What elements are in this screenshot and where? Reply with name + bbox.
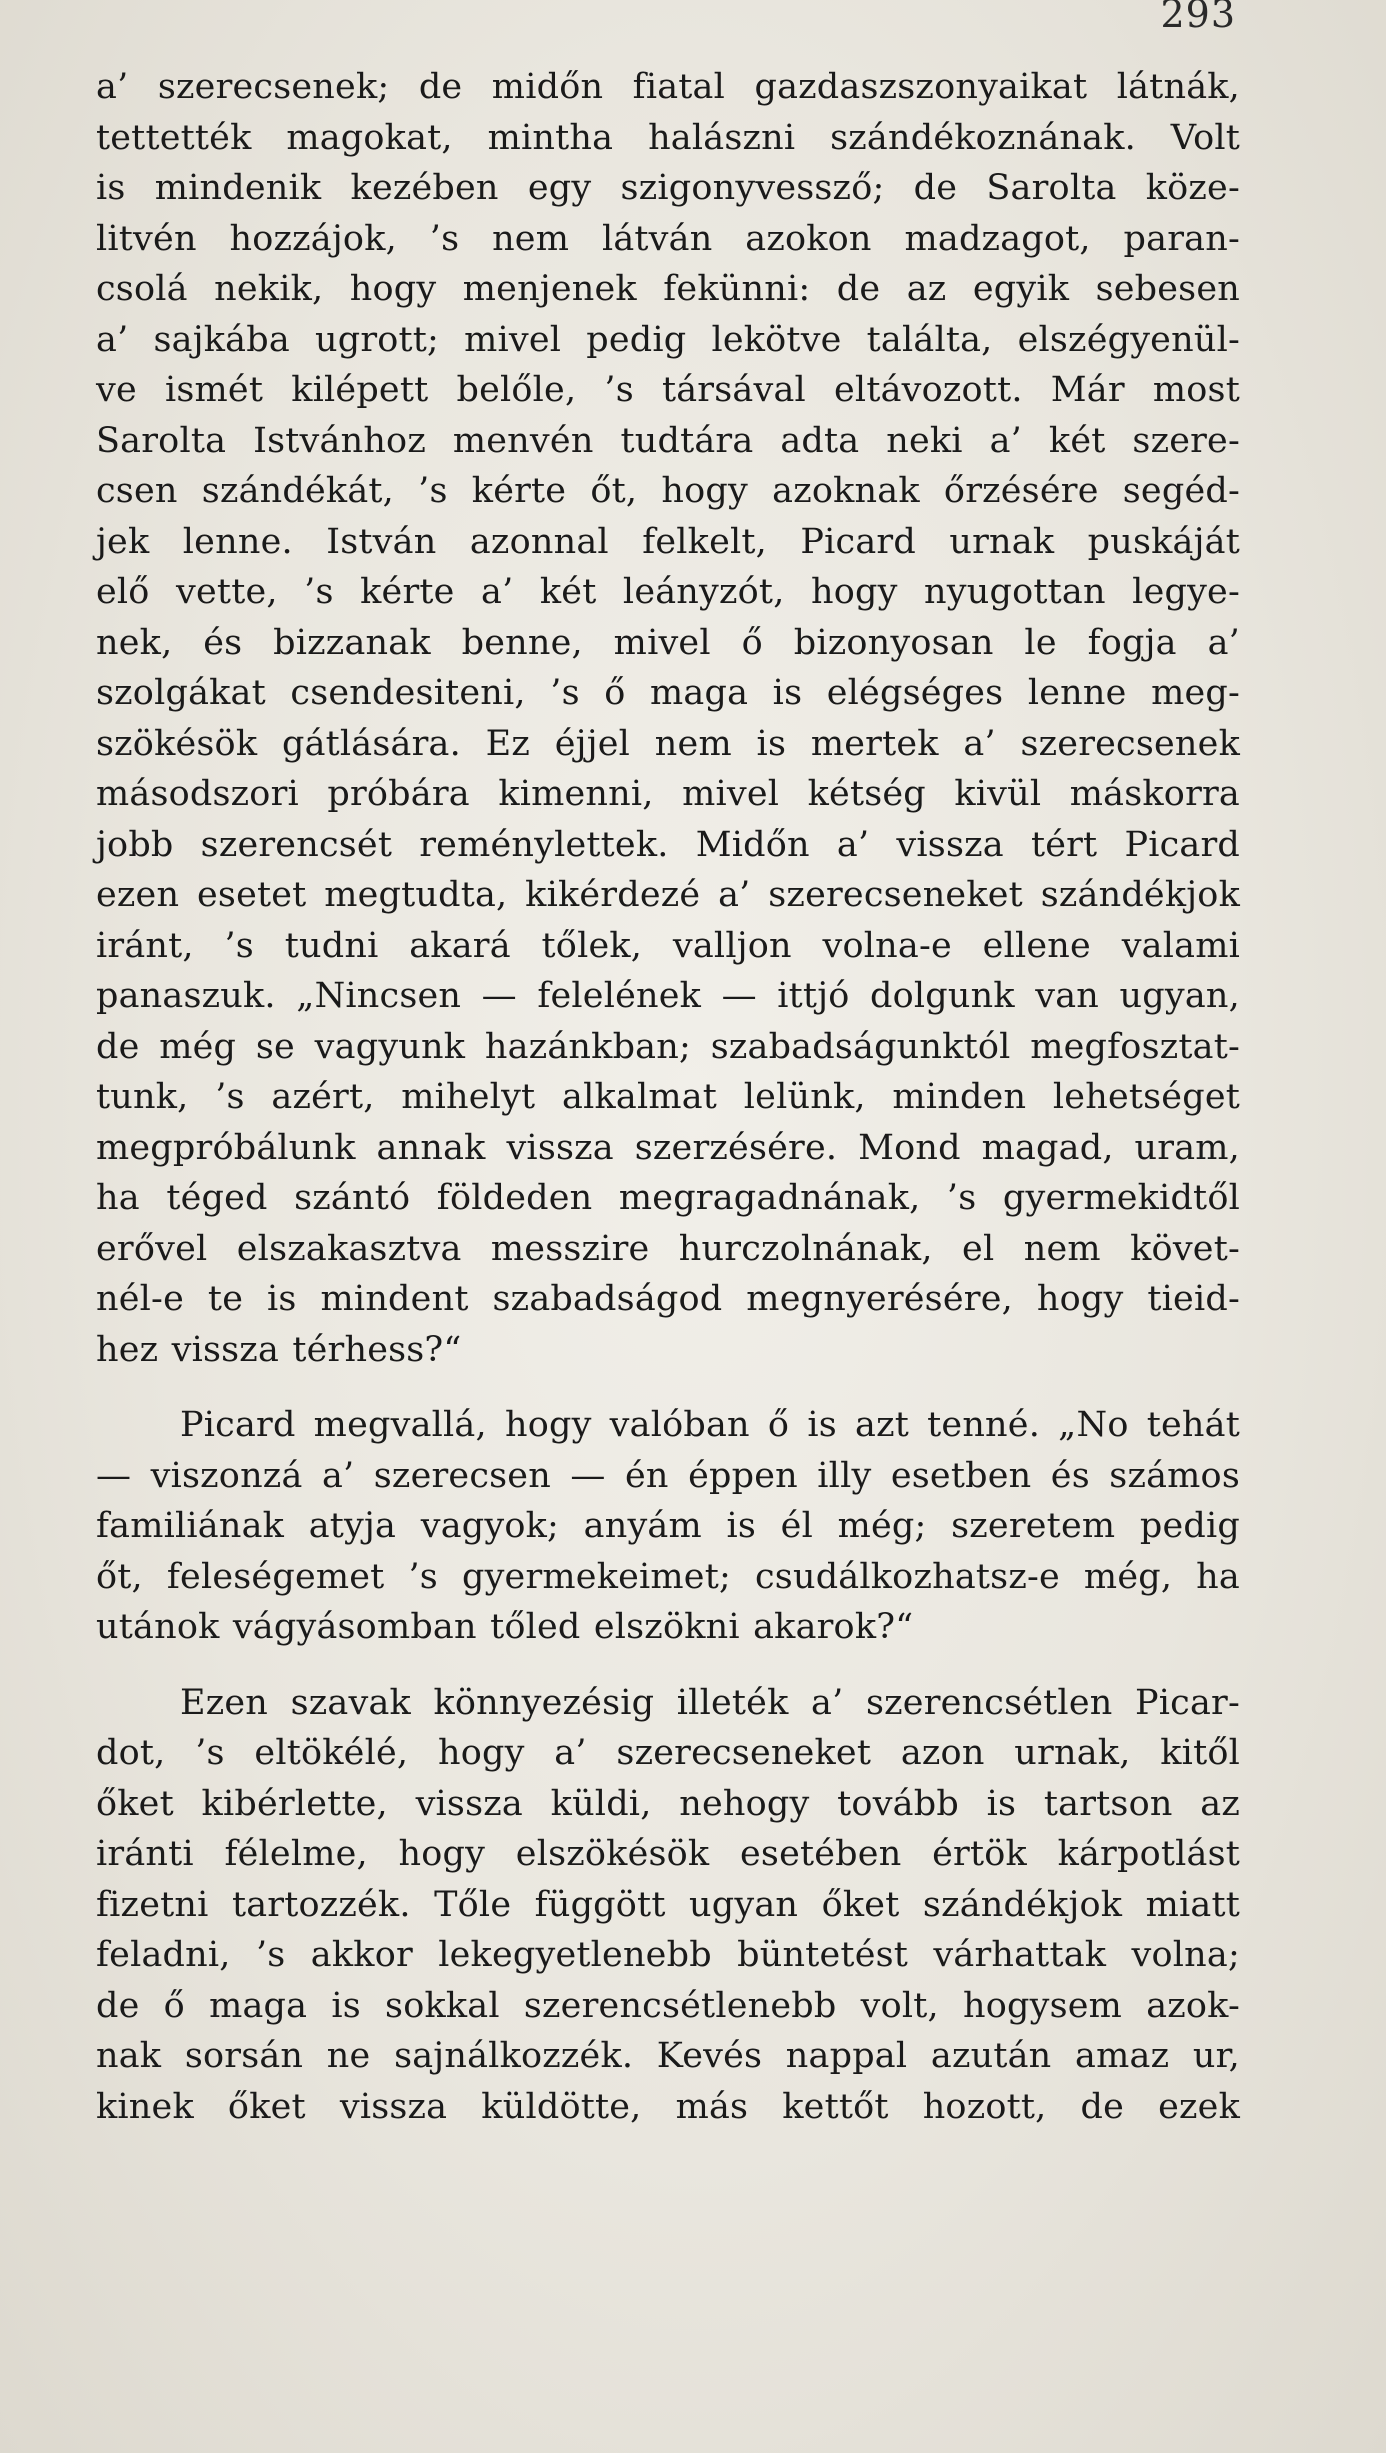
text-line: csolá nekik, hogy menjenek fekünni: de az egyik sebesen xyxy=(96,269,1240,309)
text-line: nél-e te is mindent szabadságod megnyerésére, hogy tieid- xyxy=(96,1279,1240,1319)
text-line: megpróbálunk annak vissza szerzésére. Mond magad, uram, xyxy=(96,1127,1240,1168)
text-line: ezen esetet megtudta, kikérdezé a’ szerecseneket szándékjok xyxy=(96,875,1240,915)
text-line: nak sorsán ne sajnálkozzék. Kevés nappal azután amaz ur, xyxy=(96,2036,1240,2076)
text-line: őket kibérlette, vissza küldi, nehogy tovább is tartson az xyxy=(96,1783,1240,1824)
text-line: de még se vagyunk hazánkban; szabadságunktól megfosztat- xyxy=(96,1026,1240,1067)
text-line: iránti félelme, hogy elszökésök esetében értök kárpotlást xyxy=(96,1834,1240,1874)
text-line: nek, és bizzanak benne, mivel ő bizonyosan le fogja a’ xyxy=(96,622,1240,663)
text-line: — viszonzá a’ szerecsen — én éppen illy esetben és számos xyxy=(96,1455,1240,1496)
text-line: jek lenne. István azonnal felkelt, Picard urnak puskáját xyxy=(96,521,1240,562)
text-line: erővel elszakasztva messzire hurczolnának, el nem követ- xyxy=(96,1228,1240,1269)
text-line: ve ismét kilépett belőle, ’s társával eltávozott. Már most xyxy=(96,370,1240,410)
text-line: Sarolta Istvánhoz menvén tudtára adta neki a’ két szere- xyxy=(96,420,1240,461)
text-line: ha téged szántó földeden megragadnának, ’s gyermekidtől xyxy=(96,1178,1240,1218)
text-line: fizetni tartozzék. Tőle függött ugyan őket szándékjok miatt xyxy=(96,1884,1240,1925)
text-line: de ő maga is sokkal szerencsétlenebb volt, hogysem azok- xyxy=(96,1985,1240,2026)
text-line: familiának atyja vagyok; anyám is él még; szeretem pedig xyxy=(96,1506,1240,1546)
text-line: másodszori próbára kimenni, mivel kétség kivül máskorra xyxy=(96,774,1240,814)
text-line: a’ sajkába ugrott; mivel pedig lekötve találta, elszégyenül- xyxy=(96,319,1240,360)
text-line: a’ szerecsenek; de midőn fiatal gazdaszszonyaikat látnák, xyxy=(96,67,1240,107)
paragraph-1 xyxy=(96,62,1240,1375)
body-text xyxy=(96,62,1240,2132)
text-line: csen szándékát, ’s kérte őt, hogy azoknak őrzésére segéd- xyxy=(96,471,1240,511)
text-line: Ezen szavak könnyezésig illeték a’ szerencsétlen Picar- xyxy=(180,1682,1240,1723)
text-line: tunk, ’s azért, mihelyt alkalmat lelünk, minden lehetséget xyxy=(96,1077,1240,1117)
text-line: utánok vágyásomban tőled elszökni akarok?“ xyxy=(96,1607,914,1647)
text-line: feladni, ’s akkor lekegyetlenebb büntetést várhattak volna; xyxy=(96,1935,1240,1975)
text-line: őt, feleségemet ’s gyermekeimet; csudálkozhatsz-e még, ha xyxy=(96,1556,1240,1597)
page-number: 293 xyxy=(1160,0,1236,36)
text-line: hez vissza térhess?“ xyxy=(96,1329,462,1370)
text-line: litvén hozzájok, ’s nem látván azokon madzagot, paran- xyxy=(96,218,1240,259)
text-line: dot, ’s eltökélé, hogy a’ szerecseneket azon urnak, kitől xyxy=(96,1733,1240,1773)
text-line: szökésök gátlására. Ez éjjel nem is mertek a’ szerecsenek xyxy=(96,723,1240,764)
text-line: elő vette, ’s kérte a’ két leányzót, hogy nyugottan legye- xyxy=(96,572,1240,612)
paragraph-2 xyxy=(96,1400,1240,1653)
text-line: Picard megvallá, hogy valóban ő is azt tenné. „No tehát xyxy=(180,1405,1240,1445)
text-line: kinek őket vissza küldötte, más kettőt hozott, de ezek xyxy=(96,2086,1240,2127)
paragraph-3 xyxy=(96,1678,1240,2133)
text-line: szolgákat csendesiteni, ’s ő maga is elégséges lenne meg- xyxy=(96,673,1240,713)
text-line: tettették magokat, mintha halászni szándékoznának. Volt xyxy=(96,117,1240,158)
text-line: jobb szerencsét reménylettek. Midőn a’ vissza tért Picard xyxy=(96,824,1240,865)
text-line: iránt, ’s tudni akará tőlek, valljon volna-e ellene valami xyxy=(96,925,1240,966)
text-line: is mindenik kezében egy szigonyvessző; de Sarolta köze- xyxy=(96,168,1240,208)
text-line: panaszuk. „Nincsen — felelének — ittjó dolgunk van ugyan, xyxy=(96,976,1240,1016)
